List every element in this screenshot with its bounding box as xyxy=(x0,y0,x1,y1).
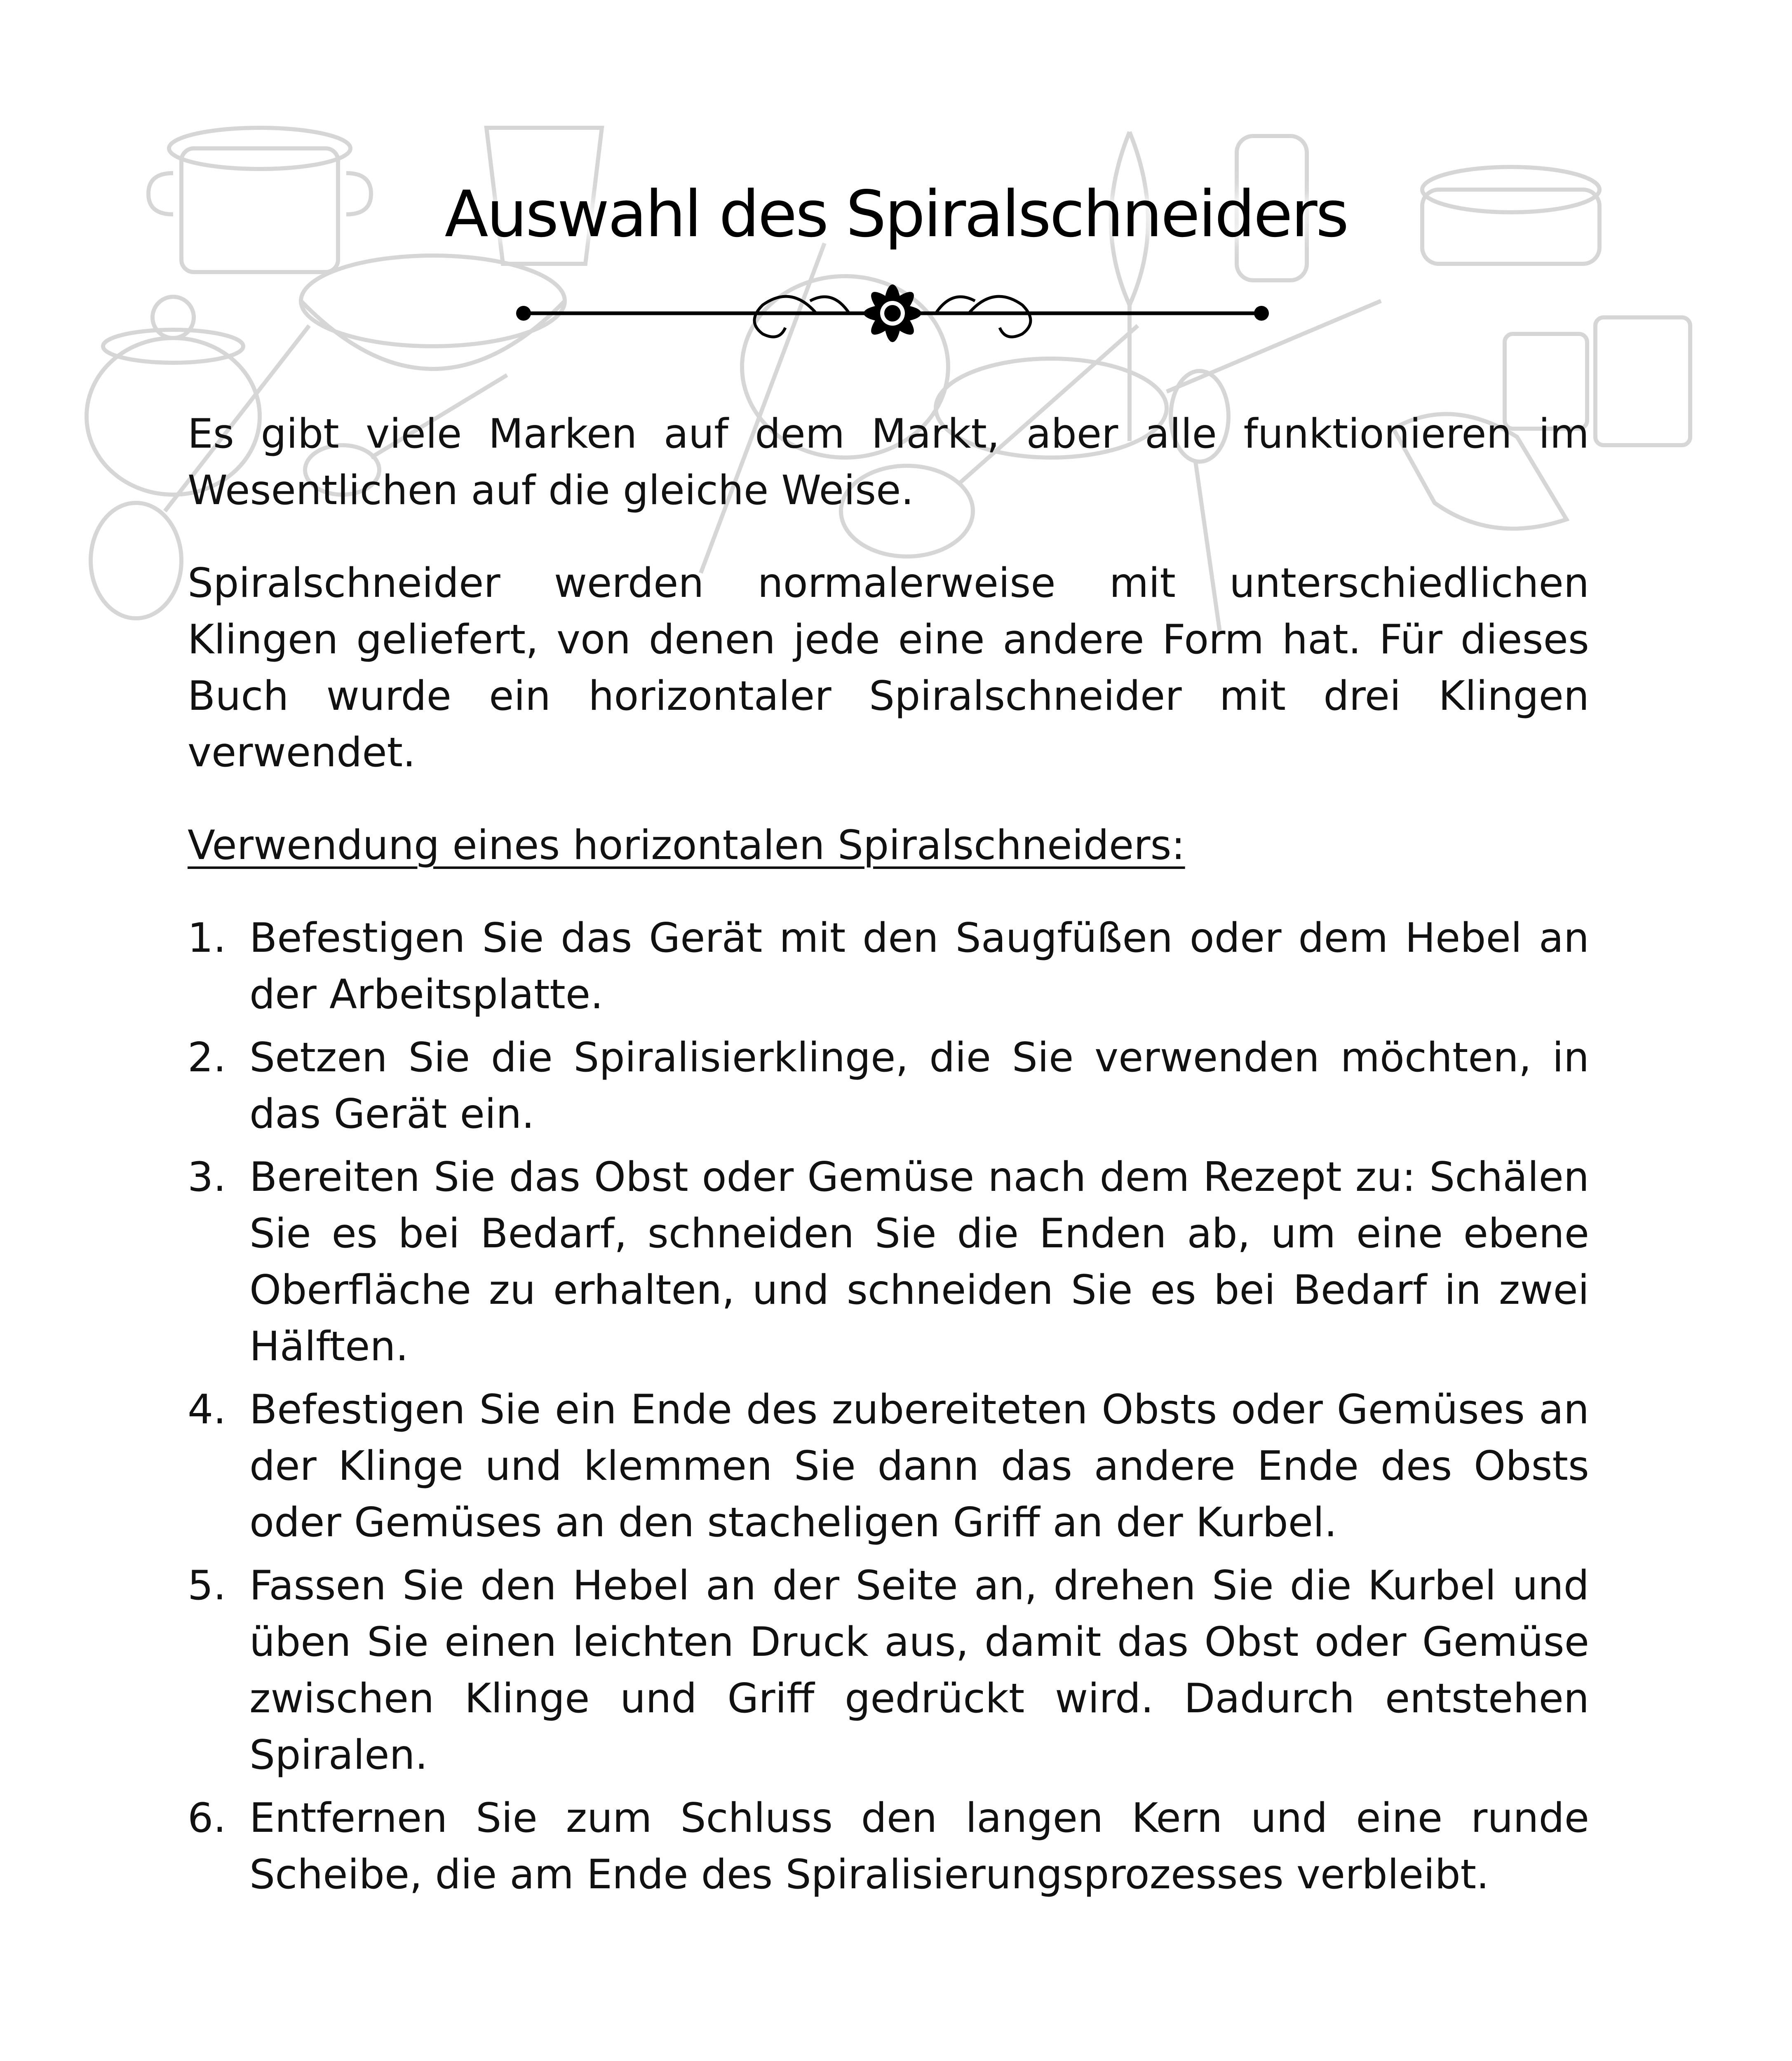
flower-ornament-icon xyxy=(511,272,1274,354)
step-text: Setzen Sie die Spiralisierklinge, die Sie verwenden möchten, in das Gerät ein. xyxy=(249,1034,1589,1138)
step-number: 6. xyxy=(188,1795,226,1842)
step-text: Befestigen Sie ein Ende des zubereiteten Obsts oder Gemüses an der Klinge und klemmen Sie dann das andere Ende des Obsts oder Gemüses an den stacheligen Griff an der Kurbel. xyxy=(249,1386,1589,1546)
step-number: 4. xyxy=(188,1386,226,1433)
title-divider xyxy=(511,272,1274,354)
list-item xyxy=(188,1382,1589,1551)
step-text: Fassen Sie den Hebel an der Seite an, drehen Sie die Kurbel und üben Sie einen leichten Druck aus, damit das Obst oder Gemüse zwischen Klinge und Griff gedrückt wird. Dadurch entstehen Spiralen. xyxy=(249,1562,1589,1779)
list-item xyxy=(188,1790,1589,1903)
step-text: Befestigen Sie das Gerät mit den Saugfüßen oder dem Hebel an der Arbeitsplatte. xyxy=(249,915,1589,1018)
page-title: Auswahl des Spiralschneiders xyxy=(444,177,1348,251)
step-number: 2. xyxy=(188,1034,226,1081)
body-content xyxy=(188,406,1589,1910)
usage-subheading: Verwendung eines horizontalen Spiralschneiders: xyxy=(188,822,1185,869)
step-number: 1. xyxy=(188,915,226,962)
list-item xyxy=(188,1149,1589,1375)
kitchen-utensils-doodle-icon xyxy=(0,2040,1792,2061)
blades-paragraph: Spiralschneider werden normalerweise mit unterschiedlichen Klingen geliefert, von denen jede eine andere Form hat. Für dieses Buch wurde ein horizontaler Spiralschneider mit drei Klingen verwendet. xyxy=(188,560,1589,776)
step-text: Entfernen Sie zum Schluss den langen Kern und eine runde Scheibe, die am Ende des Spiralisierungsprozesses verbleibt. xyxy=(249,1795,1589,1898)
step-number: 5. xyxy=(188,1562,226,1609)
usage-steps-list xyxy=(188,910,1589,1903)
list-item xyxy=(188,1030,1589,1143)
list-item xyxy=(188,910,1589,1023)
intro-paragraph: Es gibt viele Marken auf dem Markt, aber alle funktionieren im Wesentlichen auf die gleiche Weise. xyxy=(188,411,1589,514)
kitchen-doodle-background-bottom xyxy=(0,2040,1792,2061)
list-item xyxy=(188,1558,1589,1784)
step-number: 3. xyxy=(188,1154,226,1201)
step-text: Bereiten Sie das Obst oder Gemüse nach dem Rezept zu: Schälen Sie es bei Bedarf, schneiden Sie die Enden ab, um eine ebene Oberfläche zu erhalten, und schneiden Sie es bei Bedarf in zwei Hälften. xyxy=(249,1154,1589,1370)
